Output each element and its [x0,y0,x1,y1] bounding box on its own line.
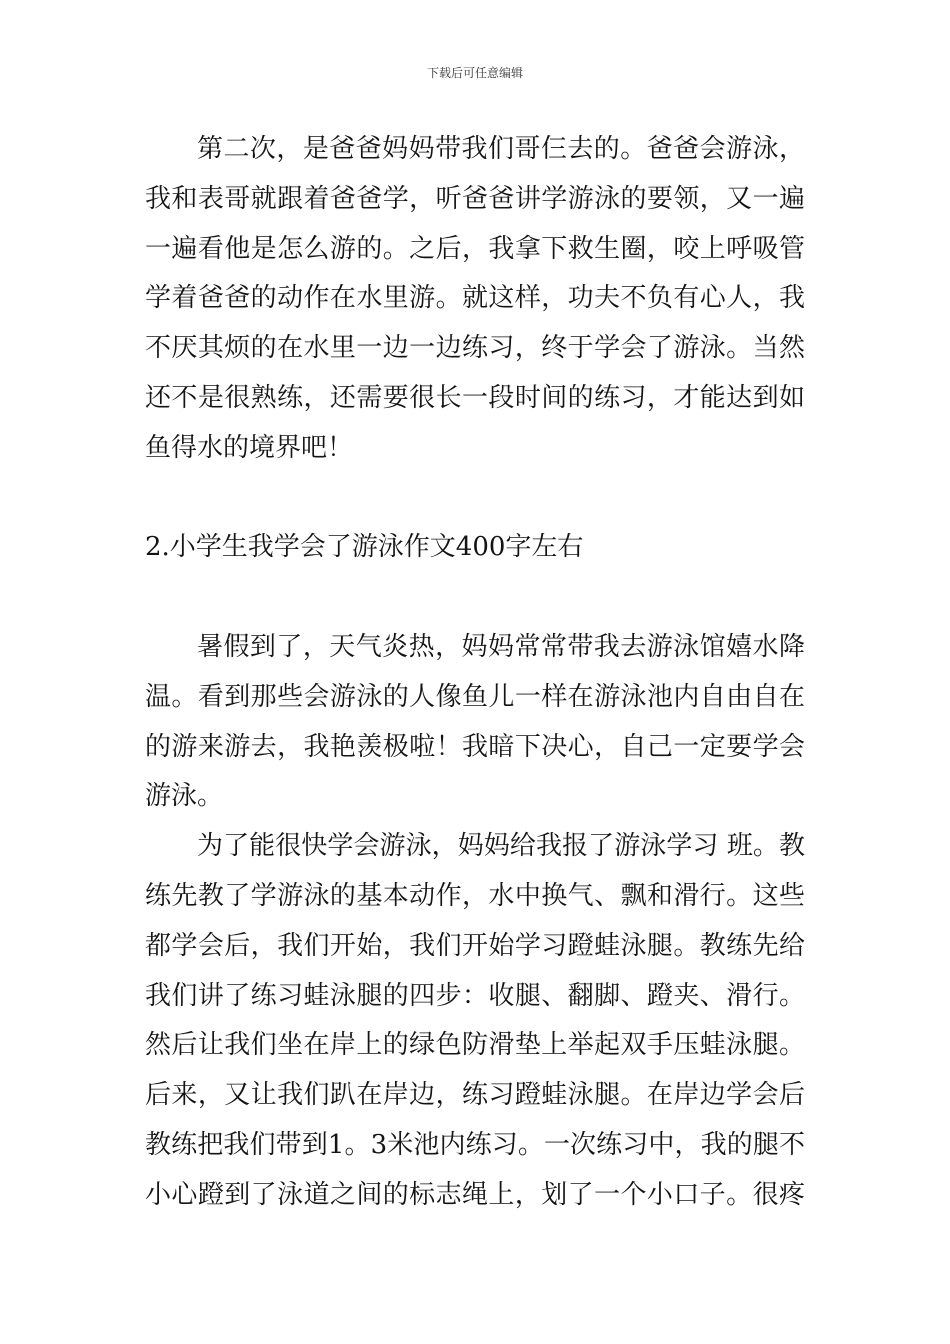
text-line: 的游来游去，我艳羡极啦！我暗下决心，自己一定要学会 [145,731,805,762]
header-note: 下载后可任意编辑 [426,66,523,80]
text-line: 不厌其烦的在水里一边一边练习，终于学会了游泳。当然 [145,333,805,364]
blank-line [145,474,805,524]
text-line: 学着爸爸的动作在水里游。就这样，功夫不负有心人，我 [145,283,805,314]
text-line: 暑假到了，天气炎热，妈妈常常带我去游泳馆嬉水降 [197,631,805,662]
text-line: 练先教了学游泳的基本动作，水中换气、飘和滑行。这些 [145,880,805,911]
blank-line [145,573,805,623]
text-line: 我和表哥就跟着爸爸学，听爸爸讲学游泳的要领，又一遍 [145,183,805,214]
text-line: 第二次，是爸爸妈妈带我们哥仨去的。爸爸会游泳， [197,134,805,164]
text-line: 我们讲了练习蛙泳腿的四步：收腿、翻脚、蹬夹、滑行。 [145,980,805,1011]
paragraph-2 [145,623,805,822]
text-line: 一遍看他是怎么游的。之后，我拿下救生圈，咬上呼吸管 [145,233,805,264]
paragraph-3 [145,822,805,1220]
text-line: 游泳。 [145,781,224,812]
text-line: 后来，又让我们趴在岸边，练习蹬蛙泳腿。在岸边学会后 [145,1080,805,1111]
text-line: 温。看到那些会游泳的人像鱼儿一样在游泳池内自由自在 [145,681,805,712]
text-line: 都学会后，我们开始，我们开始学习蹬蛙泳腿。教练先给 [145,930,805,961]
text-line: 小心蹬到了泳道之间的标志绳上，划了一个小口子。很疼 [145,1179,805,1210]
section-heading: 2.小学生我学会了游泳作文400字左右 [145,532,584,563]
paragraph-1 [145,125,805,474]
text-line: 教练把我们带到1。3米池内练习。一次练习中，我的腿不 [145,1129,805,1160]
text-line: 还不是很熟练，还需要很长一段时间的练习，才能达到如 [145,382,805,413]
text-line: 鱼得水的境界吧！ [145,432,354,463]
text-line: 然后让我们坐在岸上的绿色防滑垫上举起双手压蛙泳腿。 [145,1030,805,1061]
text-line: 为了能很快学会游泳，妈妈给我报了游泳学习 班。教 [197,831,805,862]
page-body [145,125,805,1221]
